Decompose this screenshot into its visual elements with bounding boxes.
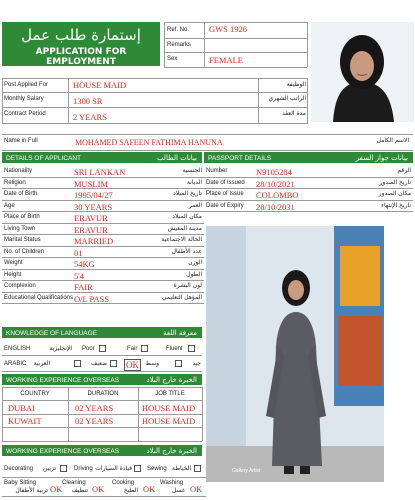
baby-arabic: تربية الأطفال: [15, 487, 48, 494]
full-body-photo: [206, 226, 384, 482]
salary-value: 1300 SR: [73, 96, 103, 106]
washing-arabic: غسل: [171, 487, 185, 494]
applicant-row-label: Living Town: [4, 225, 36, 232]
passport-row-value: 28/10/2021: [256, 178, 295, 189]
sex-label: Sex: [167, 56, 178, 62]
english-label: ENGLISH: [4, 346, 31, 352]
poor-arabic: ضعيف: [90, 360, 107, 367]
english-fluent-checkbox[interactable]: [188, 345, 195, 352]
skills-heading: WORKING EXPERIENCE OVERSEAS الخبرة خارج البلاد: [2, 445, 202, 456]
experience-heading: WORKING EXPERIENCE OVERSEAS الخبرة خارج البلاد: [2, 374, 202, 385]
passport-row-arabic: تاريخ الإنتهاء: [381, 201, 411, 209]
applicant-row-label: Nationality: [4, 168, 33, 174]
decorating-checkbox[interactable]: [60, 465, 67, 472]
applicant-row-value: FAIR: [74, 282, 93, 292]
applicant-row-value: ERAVUR: [74, 224, 108, 235]
passport-row-label: Date of Expiry: [206, 202, 244, 209]
passport-row-value: 28/10/2031: [256, 201, 295, 212]
applicant-row-arabic: الجنسية: [182, 167, 202, 174]
passport-row-value: N9105284: [256, 167, 292, 177]
applicant-row-value: 1995/04/27: [74, 190, 113, 200]
arabic-poor-checkbox[interactable]: [74, 360, 81, 367]
applicant-row-arabic: العمر: [188, 201, 202, 209]
applicant-row-label: No. of Children: [4, 248, 45, 255]
applicant-row-arabic: مدينة المعيش: [167, 224, 202, 232]
applicant-heading: DETAILS OF APPLICANT بيانات الطالب: [2, 152, 202, 163]
title-banner: [2, 22, 160, 66]
arabic-fair-checkbox[interactable]: [110, 360, 117, 367]
applicant-row-arabic: الحالة الاجتماعية: [161, 236, 202, 243]
cooking-arabic: الطبخ: [123, 487, 138, 494]
cooking-value: OK: [143, 484, 156, 494]
driving-checkbox[interactable]: [134, 465, 141, 472]
fair-label: Fair: [127, 346, 138, 352]
applicant-row-arabic: الطول: [186, 270, 202, 278]
applicant-row-label: Educational Qualifications: [4, 294, 74, 301]
ref-value: GWS 1926: [209, 24, 248, 34]
applicant-row-label: Height: [4, 271, 22, 278]
applicant-row-arabic: تاريخ الميلاد: [173, 190, 202, 197]
passport-row-label: Number: [206, 168, 228, 174]
portrait-illustration: [311, 22, 414, 122]
applicant-row-value: 30 YEARS: [74, 201, 113, 212]
cooking-label: Cooking: [112, 480, 135, 486]
experience-job: HOUSE MAID: [142, 403, 196, 413]
applicant-row-arabic: الديانة: [186, 178, 202, 186]
driving-label: Driving: [74, 466, 93, 472]
fluent-label: Fluent: [166, 346, 183, 352]
applicant-row-value: 54KG: [74, 259, 95, 269]
passport-row-label: Date of Issued: [206, 179, 245, 186]
applicant-row-label: Date of Birth: [4, 191, 38, 197]
passport-heading: PASSPORT DETAILS بيانات جواز السفر: [204, 152, 413, 163]
sewing-arabic: الخياطة: [172, 465, 191, 472]
driving-arabic: قيادة السيارات: [95, 465, 132, 472]
baby-label: Baby Sitting: [4, 480, 37, 486]
sewing-label: Sewing: [147, 466, 167, 472]
applicant-row-label: Complexion: [4, 283, 36, 289]
applicant-row-arabic: المؤهل التعليمي: [161, 293, 202, 301]
passport-row-value: COLOMBO: [256, 190, 299, 200]
applicant-row-label: Marital Status: [4, 237, 41, 243]
name-arabic: الاسم الكامل: [376, 137, 409, 144]
post-value: HOUSE MAID: [73, 80, 127, 90]
experience-country: KUWAIT: [8, 416, 42, 426]
applicant-row-value: ERAVUR: [74, 213, 108, 223]
title-arabic: إستمارة طلب عمل: [21, 26, 141, 44]
arabic-label: ARABIC: [4, 361, 27, 367]
arabic-arabic: العربية: [33, 360, 50, 367]
applicant-row-label: Place of Birth: [4, 214, 40, 220]
portrait-photo: [311, 22, 414, 122]
salary-arabic: الراتب الشهري: [268, 95, 306, 102]
col-job-title: JOB TITLE: [155, 391, 185, 397]
applicant-row-value: O/L PASS: [74, 293, 110, 304]
salary-label: Monthly Salary: [4, 96, 44, 102]
name-value: MOHAMED SAFEEN FATHIMA HANUNA: [75, 138, 223, 147]
experience-duration: 02 YEARS: [75, 403, 114, 413]
post-label: Post Applied For: [4, 82, 49, 88]
cleaning-value: OK: [92, 484, 105, 494]
applicant-row-value: MUSLIM: [74, 178, 109, 189]
applicant-row-arabic: الوزن: [188, 259, 202, 266]
washing-label: Washing: [160, 480, 184, 486]
full-body-illustration: [206, 226, 384, 482]
decorating-label: Decorating: [4, 466, 34, 472]
col-country: COUNTRY: [20, 391, 50, 397]
language-heading: KNOWLEDGE OF LANGUAGE معرفة اللغة: [2, 327, 202, 338]
english-arabic: الإنجليزية: [49, 345, 72, 352]
applicant-row-value: MARRIED: [74, 236, 114, 246]
contract-value: 2 YEARS: [73, 112, 107, 122]
sex-value: FEMALE: [209, 55, 243, 65]
post-arabic: الوظيفة: [286, 81, 306, 88]
passport-row-arabic: الرقم: [397, 167, 411, 174]
arabic-fluent-checkbox[interactable]: [175, 360, 182, 367]
experience-job: HOUSE MAID: [142, 416, 196, 426]
sewing-checkbox[interactable]: [194, 465, 201, 472]
fluent-arabic: جيد: [192, 360, 201, 367]
applicant-row-arabic: لون البشرة: [173, 282, 202, 289]
cleaning-arabic: تنظيف: [71, 487, 88, 494]
english-poor-checkbox[interactable]: [99, 345, 106, 352]
contract-arabic: مدة العقد: [282, 110, 306, 117]
passport-row-label: Place of Issue: [206, 191, 244, 197]
passport-row-arabic: تاريخ الصدور: [379, 178, 411, 186]
applicant-row-value: 5'4: [74, 270, 85, 281]
applicant-row-label: Religion: [4, 179, 26, 186]
applicant-row-label: Weight: [4, 260, 23, 266]
applicant-row-label: Age: [4, 202, 15, 209]
decorating-arabic: تزيين: [42, 465, 56, 472]
ref-label: Ref. No.: [167, 27, 190, 33]
baby-value: OK: [50, 484, 63, 494]
remarks-label: Remarks: [167, 42, 192, 48]
washing-value: OK: [190, 484, 203, 494]
experience-duration: 02 YEARS: [75, 416, 114, 426]
poor-label: Poor: [82, 346, 95, 352]
photo-caption: Gallery Artist: [232, 468, 261, 474]
cleaning-label: Cleaning: [62, 480, 86, 486]
experience-country: DUBAI: [8, 403, 35, 413]
arabic-fair-mark: OK: [126, 360, 139, 370]
english-fair-checkbox[interactable]: [141, 345, 148, 352]
applicant-row-arabic: عدد الأطفال: [171, 247, 202, 255]
col-duration: DURATION: [87, 391, 119, 397]
applicant-row-value: 01: [74, 247, 83, 258]
passport-row-arabic: مكان الصدور: [378, 190, 411, 197]
fair-arabic: وسط: [145, 360, 159, 367]
applicant-row-arabic: مكان الميلاد: [172, 213, 202, 220]
applicant-row-value: SRI LANKAN: [74, 167, 126, 177]
contract-label: Contract Period: [4, 111, 46, 117]
title-english: APPLICATION FOR EMPLOYMENT: [35, 47, 127, 67]
name-label: Name in Full: [4, 138, 38, 144]
